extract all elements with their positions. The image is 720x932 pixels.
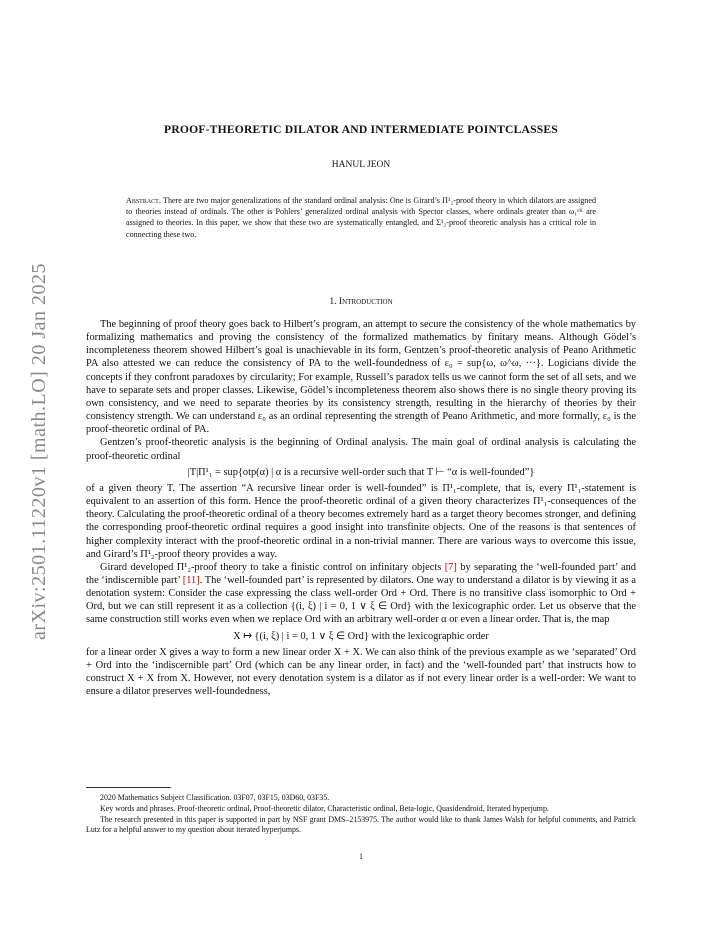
display-equation-2: X ↦ {(i, ξ) | i = 0, 1 ∨ ξ ∈ Ord} with the lexicographic order [233, 630, 489, 642]
paragraph-4-part-3: . The ‘well-founded part’ is represented by dilators. One way to understand a dilator is by viewing it as a denotation system: Consider the case expressing the class well-order Ord + Ord. There is no transitive class isomorphic to Ord + Ord, but we can still represent it as a collection {(i, ξ) | i = 0, 1 ∨ ξ ∈ Ord} with the lexicographic order. Let us observe that the same construction still works even when we replace Ord with an arbitrary well-order α or even a linear order. That is, the map [86, 574, 636, 626]
footnote-rule [86, 787, 171, 788]
citation-link-11[interactable]: [11] [182, 574, 200, 586]
abstract [126, 195, 596, 240]
paragraph-4-part-1: Girard developed Π¹₂-proof theory to take a finistic control on infinitary objects [100, 561, 445, 573]
paragraph-1: The beginning of proof theory goes back to Hilbert’s program, an attempt to secure the consistency of the whole mathematics by formalizing mathematics and proving the consistency of the formalized mathematics by finitary means. Although Gödel’s incompleteness theorem showed Hilbert’s goal is unachievable in its form, Gentzen’s proof-theoretic analysis of Peano Arithmetic PA also attested we can reduce the consistency of PA to the well-foundedness of ε₀ = sup{ω, ω^ω, ···}. Logicians divide the concepts if they confront paradoxes by circularity; For example, Russell’s paradox tells us we cannot form the set of all sets, and we have to separate sets and proper classes. Likewise, Gödel’s incompleteness theorem also shows there is no single theory proving its own consistency, and we need to separate theories by its consistency strength, resulting in the hierarchy of theories by their consistency strength. We can understand ε₀ as an ordinal representing the strength of Peano Arithmetic, and more formally, ε₀ is the proof-theoretic ordinal of PA. [86, 319, 636, 436]
paper-title: PROOF-THEORETIC DILATOR AND INTERMEDIATE POINTCLASSES [164, 123, 558, 136]
paragraph-5: for a linear order X gives a way to form a new linear order X + X. We can also think of the previous example as we ‘separated’ Ord + Ord into the ‘indiscernible part’ Ord (which can be any linear order, in fact) and the ‘well-founded part’ that instructs how to construct X + X from X. However, not every denotation system is a dilator as if not every linear order is a well-order: We want to ensure a dilator preserves well-foundedness, [86, 646, 636, 698]
body-text [86, 318, 636, 698]
paragraph-4-part-2: by separating the ‘well-founded part’ and the ‘indiscernible part’ [86, 561, 636, 586]
abstract-text: There are two major generalizations of the standard ordinal analysis: One is Girard’s Π¹₂-proof theory in which dilators are assigned to theories instead of ordinals. The other is Pohlers’ generalized ordinal analysis with Spector classes, where ordinals greater than ω₁ᶜᴷ are assigned to theories. In this paper, we show that these two are systematically entangled, and Σ¹₂-proof theoretic analysis has a critical role in connecting these two. [126, 196, 596, 239]
arxiv-identifier-strip [8, 210, 48, 650]
footnotes [86, 793, 636, 836]
author-name: HANUL JEON [331, 160, 391, 170]
section-heading: 1. Introduction [329, 296, 393, 307]
footnote-thanks: The research presented in this paper is supported in part by NSF grant DMS–2153975. The author would like to thank James Walsh for helpful comments, and Patrick Lutz for a helpful answer to my question about iterated hyperjumps. [86, 814, 636, 835]
paragraph-3: of a given theory T. The assertion “A recursive linear order is well-founded” is Π¹₁-complete, that is, every Π¹₁-statement is equivalent to an assertion of this form. Hence the proof-theoretic ordinal of a given theory characterizes Π¹₁-consequences of the theory. Calculating the proof-theoretic ordinal of a theory becomes extremely hard as a target theory becomes stronger, and defining the corresponding proof-theoretic ordinal requires a good insight into transfinite objects. One of the reasons is that sentences of higher complexity interact with the proof-theoretic ordinal in a non-trivial manner. There are various ways to overcome this issue, and Girard’s Π¹₂-proof theory provides a way. [86, 482, 636, 560]
page-number: 1 [359, 852, 363, 861]
citation-link-7[interactable]: [7] [444, 561, 457, 573]
footnote-keywords: Key words and phrases. Proof-theoretic ordinal, Proof-theoretic dilator, Characteristic ordinal, Beta-logic, Quasidendroid, Iterated hyperjump. [100, 803, 549, 813]
paragraph-2: Gentzen’s proof-theoretic analysis is the beginning of Ordinal analysis. The main goal of ordinal analysis is calculating the proof-theoretic ordinal [86, 437, 636, 462]
display-equation-1: |T|Π¹₁ = sup{otp(α) | α is a recursive well-order such that T ⊢ “α is well-founded”} [187, 466, 535, 478]
arxiv-identifier: arXiv:2501.11220v1 [math.LO] 20 Jan 2025 [28, 263, 50, 640]
abstract-label: Abstract. [126, 196, 161, 205]
footnote-msc: 2020 Mathematics Subject Classification. 03F07, 03F15, 03D60, 03F35. [100, 793, 330, 802]
paragraph-4 [86, 561, 636, 627]
